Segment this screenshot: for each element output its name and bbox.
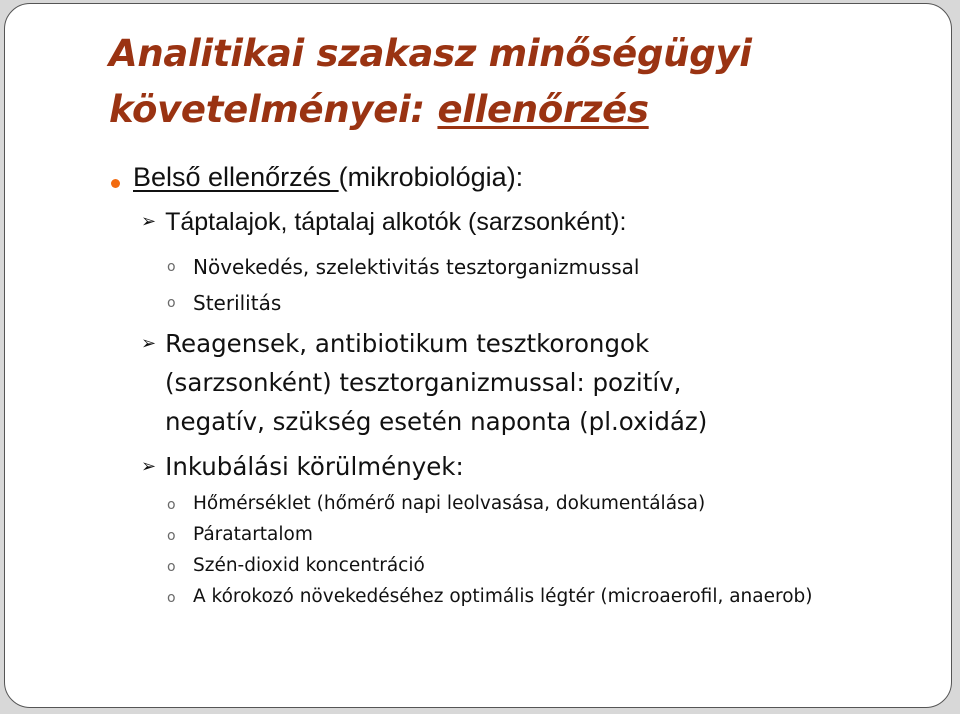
title-line-2-prefix: követelményei: [109,87,438,131]
item-reagensek-line-1 [141,329,649,358]
belso-ellenorzes-underlined: Belső ellenőrzés [133,162,339,192]
item-reagensek-line-2: (sarzsonként) tesztorganizmussal: pozitív, [165,368,682,397]
arrow-bullet-icon: ➢ [141,456,157,477]
item-inkubalasi [141,452,464,481]
circle-bullet-icon: o [167,590,176,606]
slide-title [109,26,752,137]
item-korokozo [167,586,813,607]
circle-bullet-icon: o [167,497,176,513]
taptalajok-text: Táptalajok, táptalaj alkotók (sarzsonként): [165,208,627,236]
paratartalom-text: Páratartalom [193,524,313,545]
circle-bullet-icon: o [167,259,176,275]
circle-bullet-icon: o [167,559,176,575]
title-line-1: Analitikai szakasz minőségügyi [109,32,752,75]
korokozo-text: A kórokozó növekedéséhez optimális légtér (microaerofil, anaerob) [193,586,813,607]
inkubalasi-text: Inkubálási körülmények: [165,452,464,481]
szen-dioxid-text: Szén-dioxid koncentráció [193,555,425,576]
arrow-bullet-icon: ➢ [141,333,157,354]
circle-bullet-icon: o [167,528,176,544]
arrow-bullet-icon: ➢ [141,211,157,232]
slide [4,3,952,708]
title-line-2-underlined: ellenőrzés [437,87,649,131]
belso-ellenorzes-rest: (mikrobiológia): [338,162,524,192]
item-homerseklet [167,493,706,514]
novekedes-text: Növekedés, szelektivitás tesztorganizmussal [193,255,640,279]
item-taptalajok [141,208,626,237]
homerseklet-text: Hőmérséklet (hőmérő napi leolvasása, dokumentálása) [193,493,706,514]
item-novekedes [167,255,640,279]
orange-bullet-dot-icon [111,179,120,188]
item-reagensek-line-3: negatív, szükség esetén naponta (pl.oxidáz) [165,407,708,436]
bullet-belso-ellenorzes [133,162,523,193]
reagensek-line-1-text: Reagensek, antibiotikum tesztkorongok [165,329,650,358]
sterilitas-text: Sterilitás [193,291,282,315]
circle-bullet-icon: o [167,295,176,311]
item-szen-dioxid [167,555,425,576]
item-paratartalom [167,524,313,545]
item-sterilitas [167,291,282,315]
